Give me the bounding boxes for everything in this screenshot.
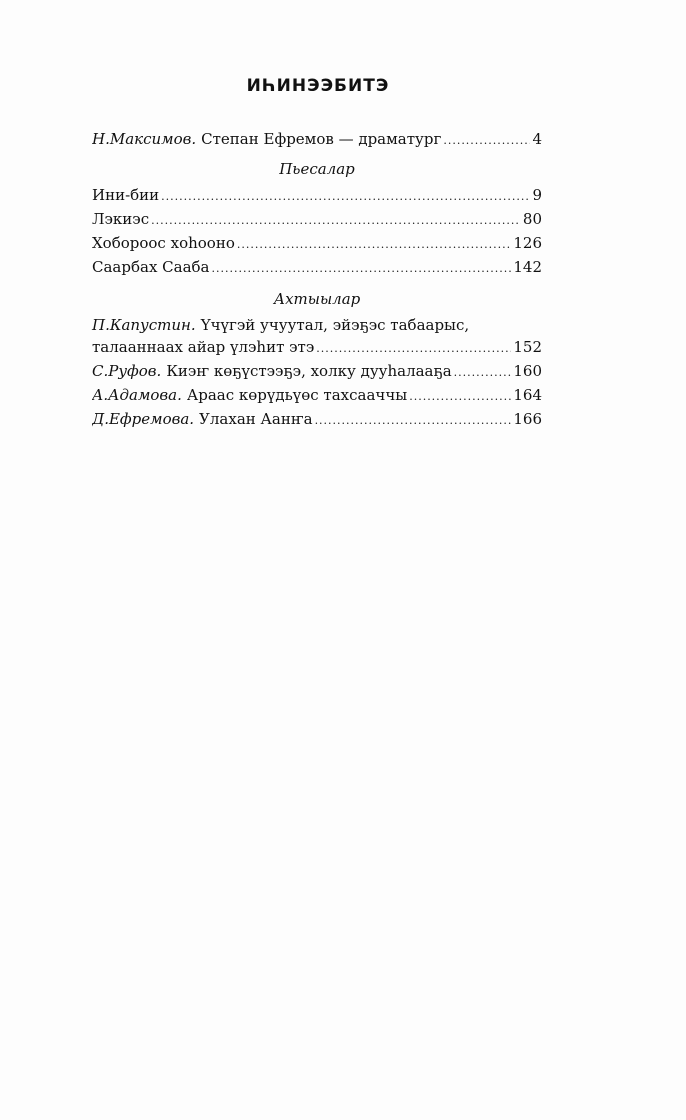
toc-entry-page: 9: [532, 186, 542, 204]
toc-entry-title: Степан Ефремов — драматург: [201, 130, 442, 148]
toc-entry-title: Хобороос хоһооно: [92, 234, 235, 252]
toc-entry-page: 152: [513, 338, 542, 356]
toc-leader-dots: [443, 130, 530, 152]
toc-leader-dots: [316, 338, 511, 360]
toc-entry-title: Киэҥ көҕүстээҕэ, холку дууһалааҕа: [166, 362, 452, 380]
toc-leader-dots: [454, 362, 512, 384]
section-heading-memoirs: Ахтыылар: [273, 290, 361, 308]
toc-leader-dots: [151, 210, 521, 232]
toc-entry-author: Н.Максимов.: [92, 130, 197, 148]
toc-entry-intro: [92, 128, 542, 152]
toc-leader-dots: [409, 386, 511, 408]
toc-entry-title: Улахан Аанҥа: [199, 410, 313, 428]
toc-entry: [92, 208, 542, 232]
toc-entry-title: Лэкиэс: [92, 210, 150, 228]
toc-entry: [92, 256, 542, 280]
table-of-contents: [92, 128, 542, 432]
toc-leader-dots: [315, 410, 512, 432]
toc-entry-page: 160: [513, 362, 542, 380]
toc-entry-author: П.Капустин.: [92, 316, 196, 334]
toc-leader-dots: [161, 186, 530, 208]
toc-entry-line: [92, 314, 542, 336]
toc-entry-page: 164: [513, 386, 542, 404]
toc-entry-title: Саарбах Сааба: [92, 258, 210, 276]
toc-leader-dots: [237, 234, 512, 256]
toc-entry-page: 142: [513, 258, 542, 276]
toc-leader-dots: [212, 258, 512, 280]
toc-entry-page: 126: [513, 234, 542, 252]
toc-entry: [92, 232, 542, 256]
toc-entry-title: Ини-бии: [92, 186, 160, 204]
toc-entry-author: Д.Ефремова.: [92, 410, 195, 428]
toc-entry-author: А.Адамова.: [92, 386, 182, 404]
toc-entry-page: 4: [532, 130, 542, 148]
toc-entry: [92, 336, 542, 360]
section-heading-plays: Пьесалар: [279, 160, 355, 178]
toc-entry-title-continued: талааннаах айар үлэһит этэ: [92, 338, 315, 356]
toc-entry: [92, 360, 542, 384]
page-title: ИҺИНЭЭБИТЭ: [246, 76, 390, 96]
toc-entry: [92, 184, 542, 208]
toc-entry-title: Араас көрүдьүөс тахсааччы: [186, 386, 408, 404]
toc-entry-page: 80: [522, 210, 542, 228]
toc-entry-author: С.Руфов.: [92, 362, 162, 380]
toc-entry-page: 166: [513, 410, 542, 428]
toc-entry-title: Үчүгэй учуутал, эйэҕэс табаарыс,: [200, 316, 470, 334]
toc-entry: [92, 408, 542, 432]
toc-entry: [92, 384, 542, 408]
